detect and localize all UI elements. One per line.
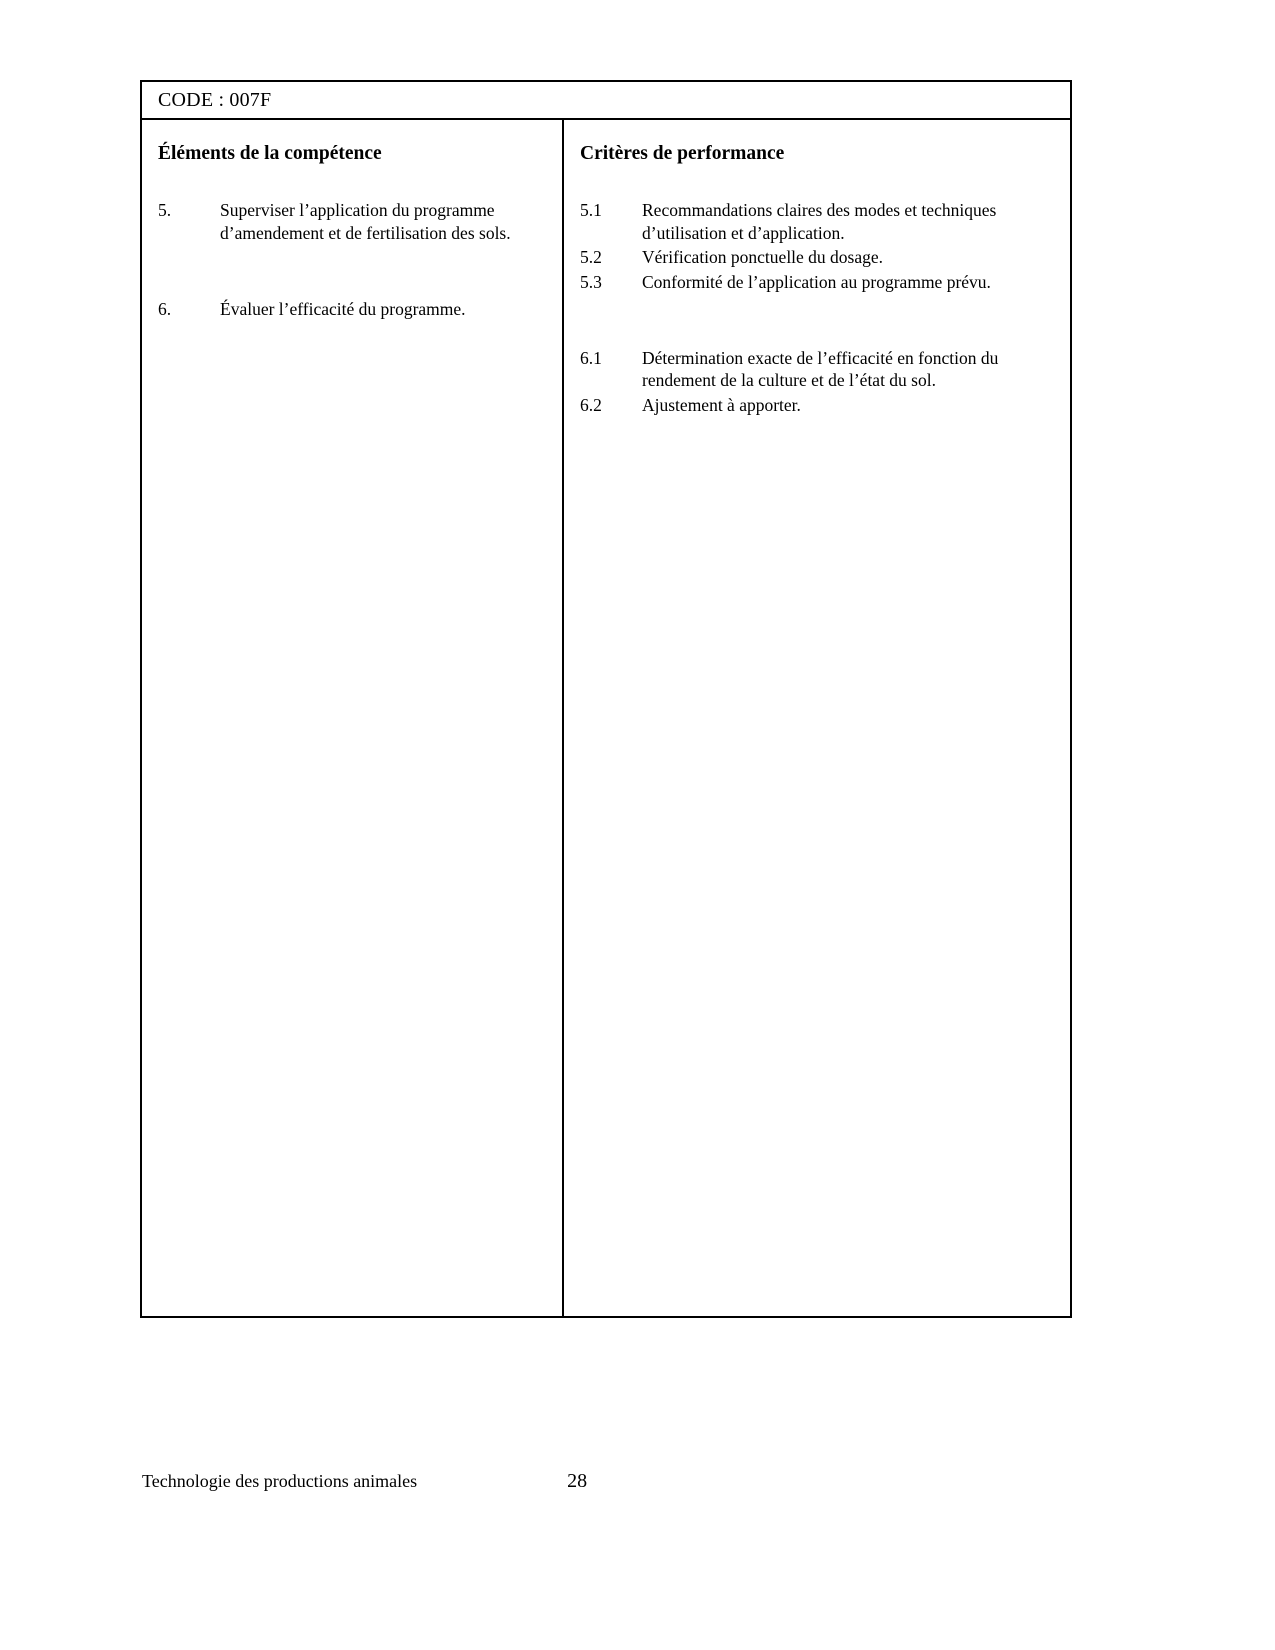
page-number: 28 <box>567 1470 588 1492</box>
element-text: Superviser l’application du programme d’amendement et de fertilisation des sols. <box>220 200 511 243</box>
criterion-text: Conformité de l’application au programme prévu. <box>642 271 991 292</box>
criterion-number: 5.3 <box>580 271 602 292</box>
criterion-text: Ajustement à apporter. <box>642 394 801 415</box>
elements-column-heading: Éléments de la compétence <box>158 143 382 164</box>
criterion-number: 5.1 <box>580 200 602 221</box>
list-item <box>580 271 1056 293</box>
list-item <box>580 394 1056 416</box>
elements-column <box>142 120 564 1316</box>
list-item <box>158 298 548 320</box>
list-item <box>580 246 1056 268</box>
spacer <box>580 293 1056 347</box>
spacer <box>158 244 548 298</box>
competency-table <box>140 80 1072 1318</box>
code-row <box>142 82 1070 120</box>
code-label: CODE : 007F <box>158 89 272 111</box>
element-number: 5. <box>158 200 172 221</box>
element-text: Évaluer l’efficacité du programme. <box>220 299 466 320</box>
criterion-text: Détermination exacte de l’efficacité en fonction du rendement de la culture et de l’état du sol. <box>642 347 999 391</box>
criterion-number: 5.2 <box>580 247 602 268</box>
criteria-column <box>564 120 1070 1316</box>
list-item <box>158 199 548 244</box>
criterion-number: 6.2 <box>580 394 602 415</box>
list-item <box>580 199 1056 244</box>
criterion-number: 6.1 <box>580 347 602 368</box>
element-number: 6. <box>158 299 172 320</box>
criterion-text: Recommandations claires des modes et techniques d’utilisation et d’application. <box>642 200 997 243</box>
footer-title: Technologie des productions animales <box>142 1471 418 1491</box>
criteria-column-heading: Critères de performance <box>580 143 785 164</box>
criterion-text: Vérification ponctuelle du dosage. <box>642 247 884 268</box>
page-footer <box>142 1470 1042 1493</box>
list-item <box>580 347 1056 392</box>
table-body-row <box>142 120 1070 1316</box>
